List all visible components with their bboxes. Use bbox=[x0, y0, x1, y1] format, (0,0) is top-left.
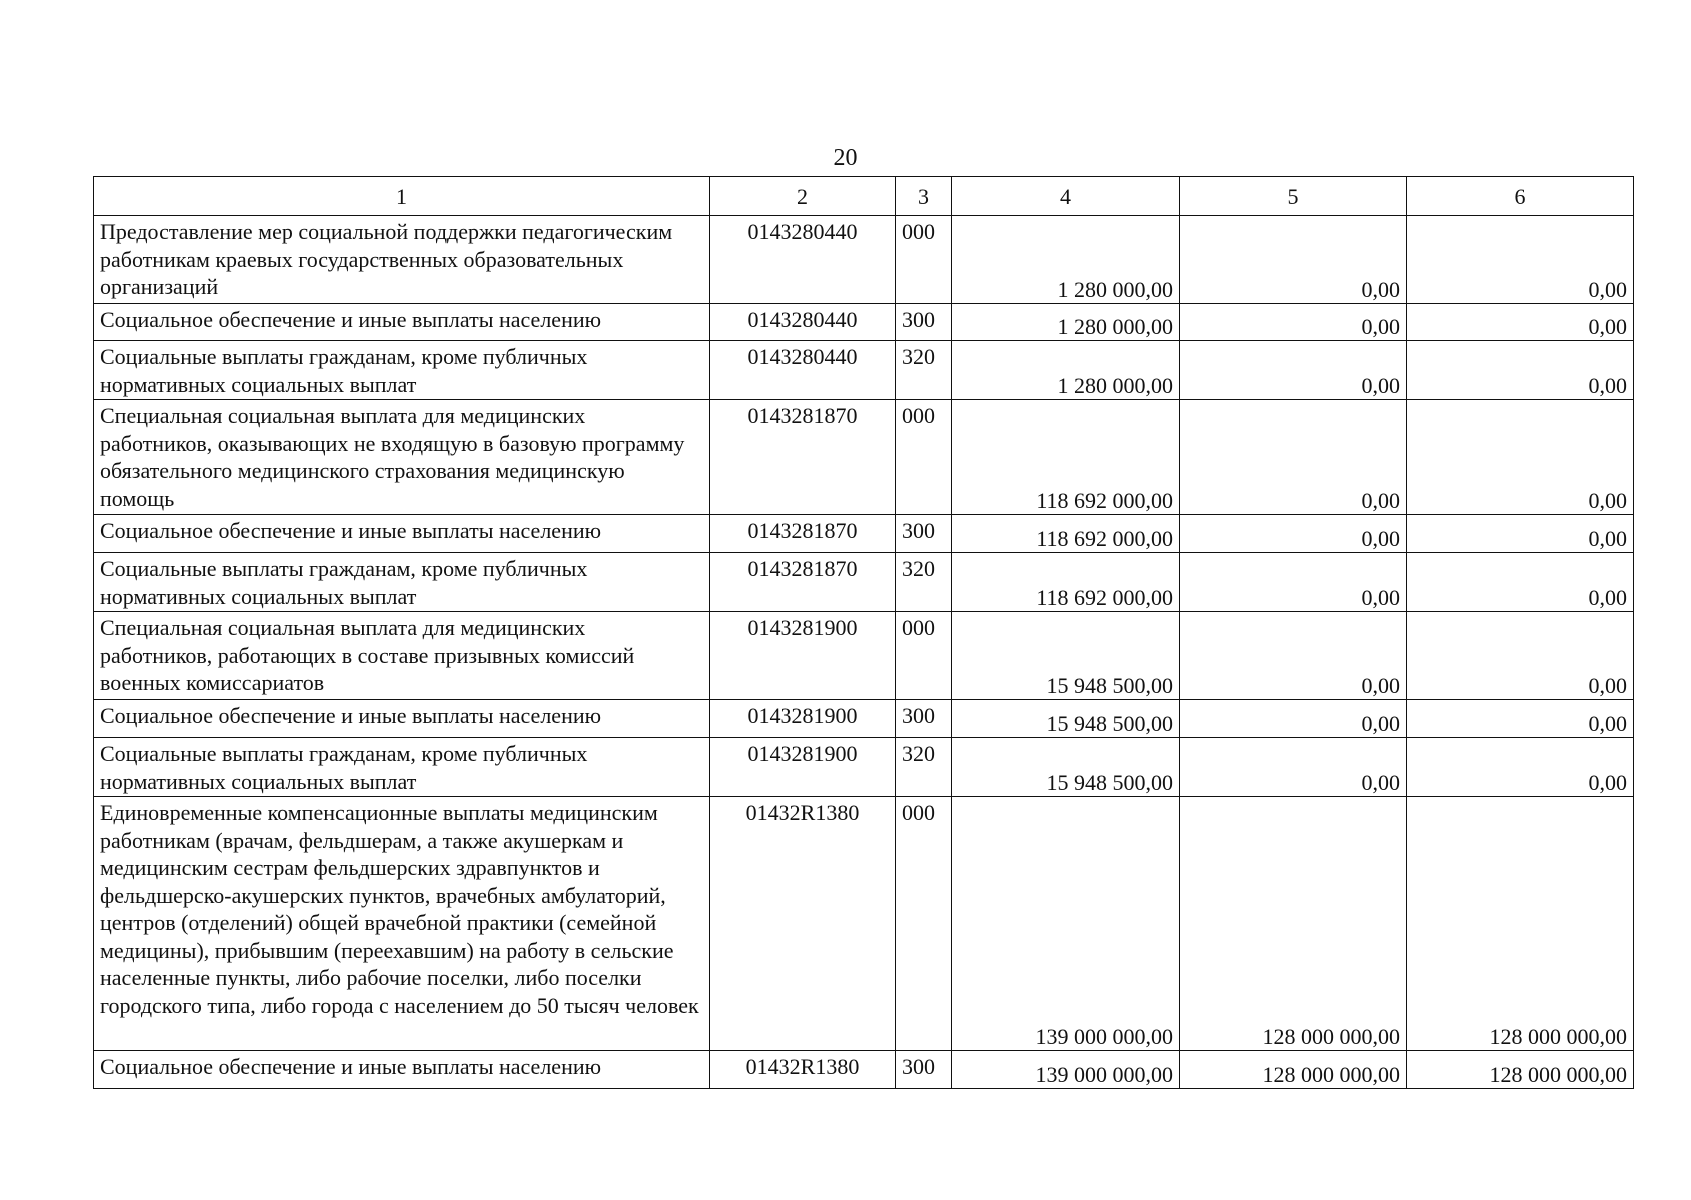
row-name: Социальное обеспечение и иные выплаты населению bbox=[94, 700, 710, 738]
column-header: 1 bbox=[94, 177, 710, 216]
row-value-4: 1 280 000,00 bbox=[952, 341, 1180, 400]
row-code: 01432R1380 bbox=[710, 1051, 896, 1089]
row-value-4: 1 280 000,00 bbox=[952, 216, 1180, 304]
row-value-5: 0,00 bbox=[1180, 515, 1407, 553]
row-value-6: 0,00 bbox=[1407, 341, 1634, 400]
row-name: Специальная социальная выплата для медицинских работников, оказывающих не входящую в базовую программу обязательного медицинского страхования медицинскую помощь bbox=[94, 400, 710, 515]
row-value-6: 0,00 bbox=[1407, 400, 1634, 515]
table-row bbox=[94, 1051, 1634, 1089]
column-header: 5 bbox=[1180, 177, 1407, 216]
page-number: 20 bbox=[833, 145, 858, 171]
row-value-4: 139 000 000,00 bbox=[952, 1051, 1180, 1089]
table-row bbox=[94, 700, 1634, 738]
row-value-6: 128 000 000,00 bbox=[1407, 1051, 1634, 1089]
row-value-4: 118 692 000,00 bbox=[952, 515, 1180, 553]
table-row bbox=[94, 400, 1634, 515]
row-name: Социальные выплаты гражданам, кроме публичных нормативных социальных выплат bbox=[94, 341, 710, 400]
row-value-5: 0,00 bbox=[1180, 700, 1407, 738]
table-row bbox=[94, 216, 1634, 304]
row-type: 320 bbox=[896, 738, 952, 797]
row-type: 300 bbox=[896, 1051, 952, 1089]
row-value-4: 15 948 500,00 bbox=[952, 738, 1180, 797]
row-name: Предоставление мер социальной поддержки педагогическим работникам краевых государственных образовательных организаций bbox=[94, 216, 710, 304]
row-type: 000 bbox=[896, 797, 952, 1051]
row-value-5: 0,00 bbox=[1180, 304, 1407, 341]
row-name: Специальная социальная выплата для медицинских работников, работающих в составе призывных комиссий военных комиссариатов bbox=[94, 612, 710, 700]
row-code: 0143281900 bbox=[710, 612, 896, 700]
row-value-5: 0,00 bbox=[1180, 553, 1407, 612]
row-type: 000 bbox=[896, 612, 952, 700]
row-type: 300 bbox=[896, 700, 952, 738]
row-name: Социальные выплаты гражданам, кроме публичных нормативных социальных выплат bbox=[94, 553, 710, 612]
row-value-5: 0,00 bbox=[1180, 738, 1407, 797]
row-value-4: 139 000 000,00 bbox=[952, 797, 1180, 1051]
table-row bbox=[94, 553, 1634, 612]
row-value-5: 128 000 000,00 bbox=[1180, 797, 1407, 1051]
row-value-6: 0,00 bbox=[1407, 553, 1634, 612]
table-row bbox=[94, 341, 1634, 400]
row-code: 0143281870 bbox=[710, 400, 896, 515]
column-header: 4 bbox=[952, 177, 1180, 216]
row-value-4: 15 948 500,00 bbox=[952, 612, 1180, 700]
table-header-row bbox=[94, 177, 1634, 216]
column-header: 3 bbox=[896, 177, 952, 216]
column-header: 2 bbox=[710, 177, 896, 216]
row-type: 000 bbox=[896, 216, 952, 304]
row-type: 320 bbox=[896, 553, 952, 612]
row-value-6: 128 000 000,00 bbox=[1407, 797, 1634, 1051]
row-value-6: 0,00 bbox=[1407, 515, 1634, 553]
table-row bbox=[94, 612, 1634, 700]
row-value-4: 1 280 000,00 bbox=[952, 304, 1180, 341]
row-value-6: 0,00 bbox=[1407, 738, 1634, 797]
table-row bbox=[94, 738, 1634, 797]
budget-table bbox=[93, 176, 1634, 1089]
row-value-4: 118 692 000,00 bbox=[952, 553, 1180, 612]
row-code: 0143280440 bbox=[710, 341, 896, 400]
row-value-5: 0,00 bbox=[1180, 612, 1407, 700]
row-code: 0143280440 bbox=[710, 216, 896, 304]
row-value-5: 128 000 000,00 bbox=[1180, 1051, 1407, 1089]
row-name: Социальное обеспечение и иные выплаты населению bbox=[94, 515, 710, 553]
row-value-5: 0,00 bbox=[1180, 341, 1407, 400]
row-code: 0143281900 bbox=[710, 738, 896, 797]
column-header: 6 bbox=[1407, 177, 1634, 216]
row-name: Социальные выплаты гражданам, кроме публичных нормативных социальных выплат bbox=[94, 738, 710, 797]
row-type: 320 bbox=[896, 341, 952, 400]
row-code: 0143281900 bbox=[710, 700, 896, 738]
row-type: 000 bbox=[896, 400, 952, 515]
row-code: 01432R1380 bbox=[710, 797, 896, 1051]
row-name: Социальное обеспечение и иные выплаты населению bbox=[94, 304, 710, 341]
table-row bbox=[94, 515, 1634, 553]
row-code: 0143280440 bbox=[710, 304, 896, 341]
row-value-5: 0,00 bbox=[1180, 400, 1407, 515]
table-row bbox=[94, 304, 1634, 341]
row-value-4: 15 948 500,00 bbox=[952, 700, 1180, 738]
row-name: Единовременные компенсационные выплаты медицинским работникам (врачам, фельдшерам, а также акушеркам и медицинским сестрам фельдшерских здравпунктов и фельдшерско-акушерских пунктов, врачебных амбулаторий, центров (отделений) общей врачебной практики (семейной медицины), прибывшим (переехавшим) на работу в сельские населенные пункты, либо рабочие поселки, либо поселки городского типа, либо города с населением до 50 тысяч человек bbox=[94, 797, 710, 1051]
row-type: 300 bbox=[896, 304, 952, 341]
row-value-5: 0,00 bbox=[1180, 216, 1407, 304]
table-row bbox=[94, 797, 1634, 1051]
row-name: Социальное обеспечение и иные выплаты населению bbox=[94, 1051, 710, 1089]
row-type: 300 bbox=[896, 515, 952, 553]
row-value-6: 0,00 bbox=[1407, 700, 1634, 738]
row-code: 0143281870 bbox=[710, 515, 896, 553]
row-value-6: 0,00 bbox=[1407, 216, 1634, 304]
row-value-6: 0,00 bbox=[1407, 612, 1634, 700]
row-value-4: 118 692 000,00 bbox=[952, 400, 1180, 515]
row-value-6: 0,00 bbox=[1407, 304, 1634, 341]
row-code: 0143281870 bbox=[710, 553, 896, 612]
